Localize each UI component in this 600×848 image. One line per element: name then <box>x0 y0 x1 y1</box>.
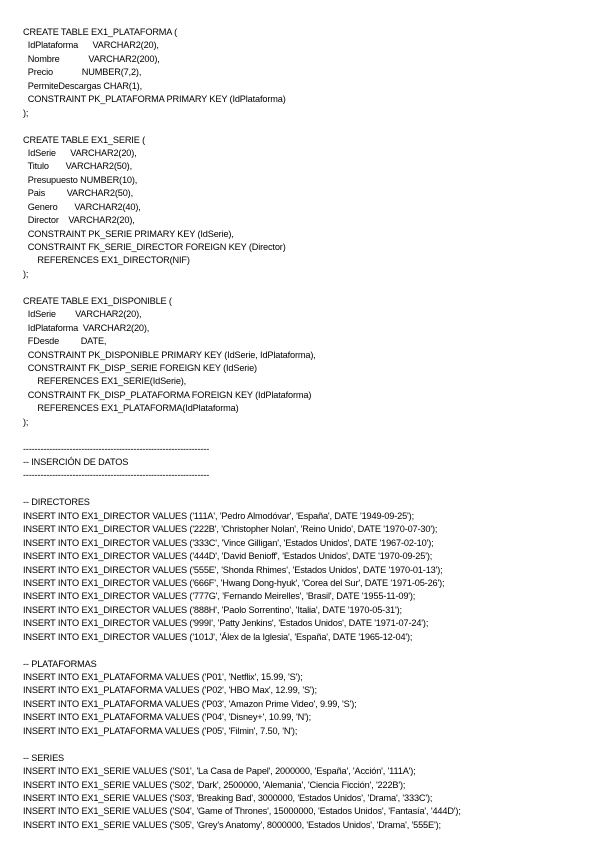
code-line: INSERT INTO EX1_DIRECTOR VALUES ('888H', 'Paolo Sorrentino', 'Italia', DATE '1970-05-31'); <box>23 604 402 615</box>
code-line: IdSerie VARCHAR2(20), <box>23 309 142 320</box>
code-line <box>23 738 600 751</box>
code-line: REFERENCES EX1_PLATAFORMA(IdPlataforma) <box>23 403 239 414</box>
code-line: Director VARCHAR2(20), <box>23 215 135 226</box>
code-line: INSERT INTO EX1_DIRECTOR VALUES ('555E', 'Shonda Rhimes', 'Estados Unidos', DATE '1970-01-13'); <box>23 564 443 575</box>
code-line: Genero VARCHAR2(40), <box>23 201 141 212</box>
code-line: CONSTRAINT PK_PLATAFORMA PRIMARY KEY (IdPlataforma) <box>23 94 286 105</box>
code-line: CREATE TABLE EX1_PLATAFORMA ( <box>23 27 178 37</box>
code-line: INSERT INTO EX1_PLATAFORMA VALUES ('P02', 'HBO Max', 12.99, 'S'); <box>23 685 317 696</box>
code-line: -- SERIES <box>23 752 65 763</box>
code-line: INSERT INTO EX1_DIRECTOR VALUES ('333C', 'Vince Gilligan', 'Estados Unidos', DATE '1967-02-10'); <box>23 537 434 548</box>
code-line: ); <box>23 107 29 118</box>
code-line: INSERT INTO EX1_SERIE VALUES ('S03', 'Breaking Bad', 3000000, 'Estados Unidos', 'Drama', '333C'); <box>23 792 433 803</box>
code-line <box>23 120 600 133</box>
code-line: INSERT INTO EX1_DIRECTOR VALUES ('444D', 'David Benioff', 'Estados Unidos', DATE '1970-09-25'); <box>23 551 433 562</box>
code-line: -- DIRECTORES <box>23 497 90 508</box>
code-line: INSERT INTO EX1_SERIE VALUES ('S02', 'Dark', 2500000, 'Alemania', 'Ciencia Ficción', '222B'); <box>23 779 406 790</box>
code-line: INSERT INTO EX1_DIRECTOR VALUES ('999I', 'Patty Jenkins', 'Estados Unidos', DATE '1971-07-24'); <box>23 618 429 629</box>
code-line <box>23 429 600 442</box>
code-line: INSERT INTO EX1_DIRECTOR VALUES ('666F', 'Hwang Dong-hyuk', 'Corea del Sur', DATE '1971-05-26'); <box>23 577 445 588</box>
code-line: INSERT INTO EX1_PLATAFORMA VALUES ('P05', 'Filmin', 7.50, 'N'); <box>23 725 298 736</box>
code-line <box>23 483 600 496</box>
code-line: INSERT INTO EX1_DIRECTOR VALUES ('101J', 'Álex de la Iglesia', 'España', DATE '1965-12-04'); <box>23 631 413 642</box>
code-line: ); <box>23 416 29 427</box>
code-line: IdPlataforma VARCHAR2(20), <box>23 322 150 333</box>
code-line: IdPlataforma VARCHAR2(20), <box>23 40 159 51</box>
code-line: CREATE TABLE EX1_DISPONIBLE ( <box>23 295 172 306</box>
code-line: Titulo VARCHAR2(50), <box>23 161 132 172</box>
code-line: IdSerie VARCHAR2(20), <box>23 147 137 158</box>
code-line: ---------------------------------------------------------------- <box>23 443 210 454</box>
code-line: Precio NUMBER(7,2), <box>23 67 142 78</box>
code-line: ); <box>23 268 29 279</box>
code-line: INSERT INTO EX1_PLATAFORMA VALUES ('P04', 'Disney+', 10.99, 'N'); <box>23 712 311 723</box>
code-line: INSERT INTO EX1_DIRECTOR VALUES ('222B', 'Christopher Nolan', 'Reino Unido', DATE '1970-07-30'); <box>23 524 438 535</box>
code-line <box>23 281 600 294</box>
code-line: INSERT INTO EX1_PLATAFORMA VALUES ('P01', 'Netflix', 15.99, 'S'); <box>23 672 303 682</box>
code-line: REFERENCES EX1_SERIE(IdSerie), <box>23 376 187 387</box>
code-line: INSERT INTO EX1_SERIE VALUES ('S05', 'Grey's Anatomy', 8000000, 'Estados Unidos', 'Drama', '555E'); <box>23 819 441 830</box>
code-line: INSERT INTO EX1_PLATAFORMA VALUES ('P03', 'Amazon Prime Video', 9.99, 'S'); <box>23 698 357 709</box>
code-line: -- INSERCIÓN DE DATOS <box>23 457 129 467</box>
code-line: Presupuesto NUMBER(10), <box>23 174 138 185</box>
code-line: INSERT INTO EX1_SERIE VALUES ('S04', 'Game of Thrones', 15000000, 'Estados Unidos', 'Fantasía', '444D'); <box>23 806 461 817</box>
code-line: FDesde DATE, <box>23 336 107 347</box>
code-line: -- PLATAFORMAS <box>23 658 97 669</box>
code-line: INSERT INTO EX1_SERIE VALUES ('S01', 'La Casa de Papel', 2000000, 'España', 'Acción', '111A'); <box>23 766 416 777</box>
code-line: INSERT INTO EX1_DIRECTOR VALUES ('777G', 'Fernando Meirelles', 'Brasil', DATE '1955-11-09'); <box>23 591 416 602</box>
code-line: CREATE TABLE EX1_SERIE ( <box>23 134 146 145</box>
code-line: ---------------------------------------------------------------- <box>23 470 210 481</box>
code-line: CONSTRAINT PK_SERIE PRIMARY KEY (IdSerie), <box>23 228 234 239</box>
code-line: INSERT INTO EX1_DIRECTOR VALUES ('111A', 'Pedro Almodóvar', 'España', DATE '1949-09-25'); <box>23 510 414 521</box>
code-line: CONSTRAINT PK_DISPONIBLE PRIMARY KEY (IdSerie, IdPlataforma), <box>23 349 316 360</box>
code-line: CONSTRAINT FK_DISP_SERIE FOREIGN KEY (IdSerie) <box>23 362 257 373</box>
code-line: CONSTRAINT FK_DISP_PLATAFORMA FOREIGN KEY (IdPlataforma) <box>23 389 312 400</box>
code-line <box>23 644 600 657</box>
code-line: Pais VARCHAR2(50), <box>23 188 133 199</box>
code-line: PermiteDescargas CHAR(1), <box>23 80 142 91</box>
code-line: REFERENCES EX1_DIRECTOR(NIF) <box>23 255 190 266</box>
code-line: CONSTRAINT FK_SERIE_DIRECTOR FOREIGN KEY (Director) <box>23 242 286 252</box>
code-line: Nombre VARCHAR2(200), <box>23 53 160 64</box>
